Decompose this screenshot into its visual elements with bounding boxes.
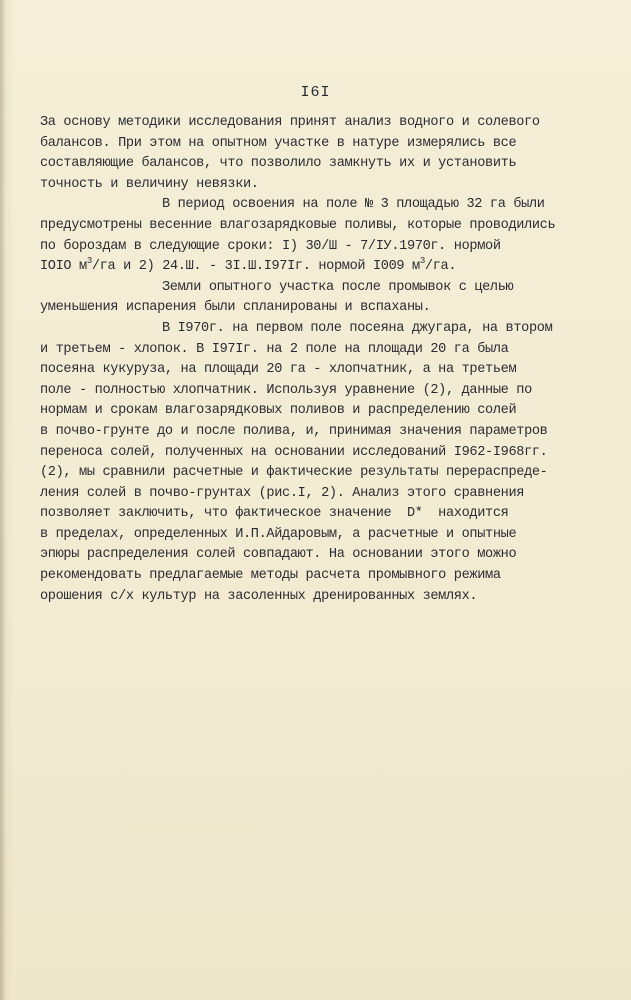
text-line: Земли опытного участка после промывок с целью bbox=[162, 279, 514, 295]
text-line: (2), мы сравнили расчетные и фактические результаты перераспреде- bbox=[40, 465, 548, 481]
text-line: уменьшения испарения были спланированы и вспаханы. bbox=[40, 300, 431, 316]
text-line: точность и величину невязки. bbox=[40, 176, 259, 192]
text-line: орошения с/х культур на засоленных дренированных землях. bbox=[40, 588, 478, 604]
text-line: по бороздам в следующие сроки: I) 30/Ш - 7/IУ.1970г. нормой bbox=[40, 238, 501, 254]
page-number: I6I bbox=[300, 84, 331, 101]
page-edge-shadow bbox=[0, 0, 6, 1000]
text-line: рекомендовать предлагаемые методы расчета промывного режима bbox=[40, 568, 501, 584]
text-line: В I970г. на первом поле посеяна джугара, на втором bbox=[162, 320, 553, 336]
text-line: ления солей в почво-грунтах (рис.I, 2). Анализ этого сравнения bbox=[40, 485, 525, 501]
text-line: в почво-грунте до и после полива, и, принимая значения параметров bbox=[40, 423, 548, 439]
text-line: предусмотрены весенние влагозарядковые поливы, которые проводились bbox=[40, 217, 556, 233]
text-line: За основу методики исследования принят анализ водного и солевого bbox=[40, 115, 540, 130]
text-line: посеяна кукуруза, на площади 20 га - хлопчатник, а на третьем bbox=[40, 362, 517, 378]
text-line: и третьем - хлопок. В I97Iг. на 2 поле на площади 20 га была bbox=[40, 341, 509, 357]
text-segment: IOIO м bbox=[40, 259, 87, 275]
text-line: составляющие балансов, что позволило замкнуть их и установить bbox=[40, 156, 517, 172]
text-line: балансов. При этом на опытном участке в натуре измерялись все bbox=[40, 135, 517, 151]
text-line: в пределах, определенных И.П.Айдаровым, а расчетные и опытные bbox=[40, 526, 517, 542]
text-segment: /га. bbox=[424, 259, 457, 275]
text-line: эпюры распределения солей совпадают. На основании этого можно bbox=[40, 547, 517, 563]
superscript: 3 bbox=[419, 256, 425, 267]
text-line: поле - полностью хлопчатник. Используя уравнение (2), данные по bbox=[40, 382, 532, 398]
text-line: позволяет заключить, что фактическое значение D* находится bbox=[40, 506, 509, 522]
text-line-with-superscript bbox=[40, 257, 600, 278]
document-body bbox=[40, 113, 600, 607]
text-line: нормам и срокам влагозарядковых поливов и распределению солей bbox=[40, 403, 517, 419]
text-segment: /га и 2) 24.Ш. - 3I.Ш.I97Iг. нормой I009 м bbox=[91, 259, 420, 275]
text-line: В период освоения на поле № 3 площадью 32 га были bbox=[162, 197, 545, 213]
superscript: 3 bbox=[86, 256, 92, 267]
text-line: переноса солей, полученных на основании исследований I962-I968гг. bbox=[40, 444, 548, 460]
